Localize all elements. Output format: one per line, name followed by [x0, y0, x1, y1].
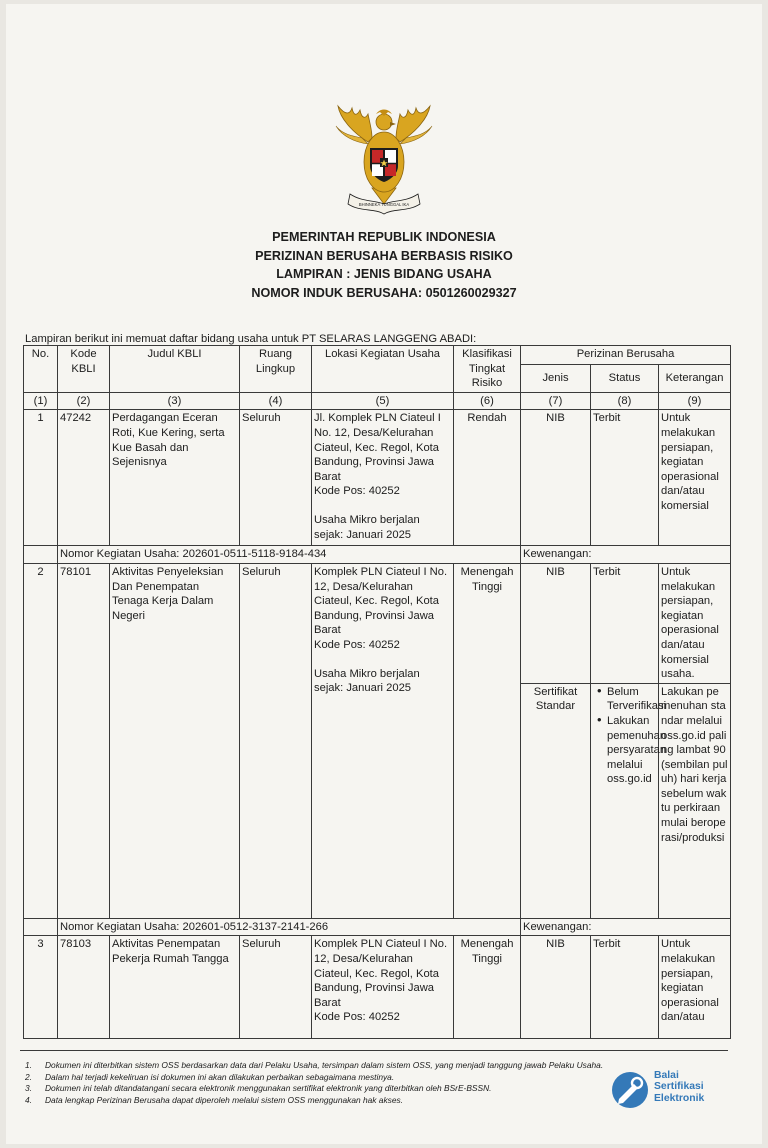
row-kode-pos: Kode Pos: 40252: [314, 485, 400, 498]
nomor-kegiatan-usaha: Nomor Kegiatan Usaha: 202601-0511-5118-9184-434: [58, 546, 521, 564]
heading-nib: NOMOR INDUK BERUSAHA: 0501260029327: [251, 285, 517, 300]
kewenangan-label: Kewenangan:: [521, 918, 731, 936]
row-judul-kbli: Aktivitas Penyeleksian Dan Penempatan Tenaga Kerja Dalam Negeri: [110, 563, 240, 918]
col-number: (4): [240, 392, 312, 410]
row-jenis: NIB: [521, 936, 591, 1039]
row-risiko: Rendah: [454, 410, 521, 546]
row-status: Terbit: [591, 563, 659, 683]
row-no: 1: [24, 410, 58, 546]
row-lokasi: [312, 410, 454, 546]
status-bullet-belum: • Belum Terverifikasi: [593, 685, 656, 714]
col-number: (3): [110, 392, 240, 410]
row-usaha-mikro: Usaha Mikro berjalan sejak: Januari 2025: [314, 667, 420, 695]
col-number: (7): [521, 392, 591, 410]
row-lokasi-address: Komplek PLN Ciateul I No. 12, Desa/Kelurahan Ciateul, Kec. Regol, Kota Bandung, Provinsi Jawa Barat: [314, 938, 448, 1009]
kewenangan-label: Kewenangan:: [521, 546, 731, 564]
emblem-motto: BHINNEKA TUNGGAL IKA: [358, 202, 410, 207]
col-number: (2): [58, 392, 110, 410]
header-keterangan: Keterangan: [659, 365, 731, 393]
footnote: 1. Dokumen ini diterbitkan sistem OSS berdasarkan data dari Pelaku Usaha, tersimpan dalam sistem OSS, yang menjadi tanggung jawab Pelaku Usaha.: [25, 1060, 604, 1070]
footnote: 4. Data lengkap Perizinan Berusaha dapat diperoleh melalui sistem OSS menggunakan hak akses.: [25, 1094, 404, 1105]
bsre-pen-icon: [610, 1070, 650, 1110]
col-number: (5): [312, 392, 454, 410]
row-judul-kbli: Aktivitas Penempatan Pekerja Rumah Tangga: [110, 936, 240, 1039]
col-number: (6): [454, 392, 521, 410]
row-keterangan: Untuk melakukan persiapan, kegiatan operasional dan/atau komersial usaha.: [659, 563, 731, 683]
row-keterangan: Untuk melakukan persiapan, kegiatan operasional dan/atau: [659, 936, 731, 1039]
footnotes: [25, 1060, 615, 1106]
nomor-kegiatan-usaha: Nomor Kegiatan Usaha: 202601-0512-3137-2141-266: [58, 918, 521, 936]
kegiatan-row: [24, 918, 731, 936]
row-ruang-lingkup: Seluruh: [240, 936, 312, 1039]
row-lokasi: [312, 563, 454, 918]
header-row: [24, 346, 731, 365]
row-keterangan-sertifikat: Lakukan pemenuhan standar melalui oss.go.id paling lambat 90 (sembilan puluh) hari kerja sebelum waktu perkiraan mulai beroperasi/produksi: [659, 683, 731, 918]
status-bullet-lakukan: • Lakukan pemenuhan persyaratan melalui oss.go.id: [593, 714, 656, 787]
table-row: [24, 936, 731, 1039]
row-status: Terbit: [591, 410, 659, 546]
row-lokasi-address: Komplek PLN Ciateul I No. 12, Desa/Kelurahan Ciateul, Kec. Regol, Kota Bandung, Provinsi Jawa Barat: [314, 565, 448, 637]
row-kode-kbli: 78101: [58, 563, 110, 918]
document-heading: [6, 228, 762, 302]
header-ruang-lingkup: Ruang Lingkup: [240, 346, 312, 393]
header-jenis: Jenis: [521, 365, 591, 393]
row-lokasi-address: Jl. Komplek PLN Ciateul I No. 12, Desa/Kelurahan Ciateul, Kec. Regol, Kota Bandung, Provinsi Jawa Barat: [314, 412, 441, 483]
row-risiko: Menengah Tinggi: [454, 936, 521, 1039]
row-ruang-lingkup: Seluruh: [240, 563, 312, 918]
col-number: (1): [24, 392, 58, 410]
heading-line-1: PEMERINTAH REPUBLIK INDONESIA: [272, 230, 496, 244]
row-kode-pos: Kode Pos: 40252: [314, 638, 400, 651]
header-no: No.: [24, 346, 58, 393]
col-number: (8): [591, 392, 659, 410]
row-jenis: NIB: [521, 563, 591, 683]
heading-line-2: PERIZINAN BERUSAHA BERBASIS RISIKO: [255, 248, 513, 263]
footer-divider: [20, 1050, 728, 1051]
document-page: [6, 4, 762, 1144]
intro-text: Lampiran berikut ini memuat daftar bidang usaha untuk PT SELARAS LANGGENG ABADI:: [25, 333, 477, 345]
row-judul-kbli: Perdagangan Eceran Roti, Kue Kering, serta Kue Basah dan Sejenisnya: [110, 410, 240, 546]
row-jenis: NIB: [521, 410, 591, 546]
footnote: 2. Dalam hal terjadi kekeliruan isi dokumen ini akan dilakukan perbaikan sebagaimana mestinya.: [25, 1071, 395, 1082]
page-footer: [6, 1048, 762, 1144]
row-no: 2: [24, 563, 58, 918]
footnote: 3. Dokumen ini telah ditandatangani secara elektronik menggunakan sertifikat elektronik yang diterbitkan oleh BSrE-BSSN.: [25, 1083, 492, 1094]
bsre-text: Balai Sertifikasi Elektronik: [654, 1070, 705, 1104]
row-jenis-sertifikat: Sertifikat Standar: [521, 683, 591, 918]
row-lokasi: [312, 936, 454, 1039]
garuda-emblem-icon: [328, 100, 440, 218]
header-perizinan: Perizinan Berusaha: [521, 346, 731, 365]
row-status-sertifikat: [591, 683, 667, 918]
row-no: 3: [24, 936, 58, 1039]
row-ruang-lingkup: Seluruh: [240, 410, 312, 546]
row-kode-kbli: 78103: [58, 936, 110, 1039]
col-number: (9): [659, 392, 731, 410]
row-risiko: Menengah Tinggi: [454, 563, 521, 918]
bsre-logo: [610, 1066, 750, 1116]
header-lokasi: Lokasi Kegiatan Usaha: [312, 346, 454, 393]
business-fields-table: [23, 345, 731, 1039]
header-klasifikasi: Klasifikasi Tingkat Risiko: [454, 346, 521, 393]
heading-line-3: LAMPIRAN : JENIS BIDANG USAHA: [276, 267, 492, 282]
table-row: [24, 410, 731, 546]
row-status: Terbit: [591, 936, 659, 1039]
header-judul-kbli: Judul KBLI: [110, 346, 240, 393]
table-row: [24, 563, 731, 683]
row-keterangan: Untuk melakukan persiapan, kegiatan operasional dan/atau komersial: [659, 410, 731, 546]
column-number-row: [24, 392, 731, 410]
kegiatan-row: [24, 546, 731, 564]
row-kode-kbli: 47242: [58, 410, 110, 546]
row-kode-pos: Kode Pos: 40252: [314, 1011, 400, 1024]
header-kode-kbli: Kode KBLI: [58, 346, 110, 393]
row-usaha-mikro: Usaha Mikro berjalan sejak: Januari 2025: [314, 513, 420, 541]
header-status: Status: [591, 365, 659, 393]
